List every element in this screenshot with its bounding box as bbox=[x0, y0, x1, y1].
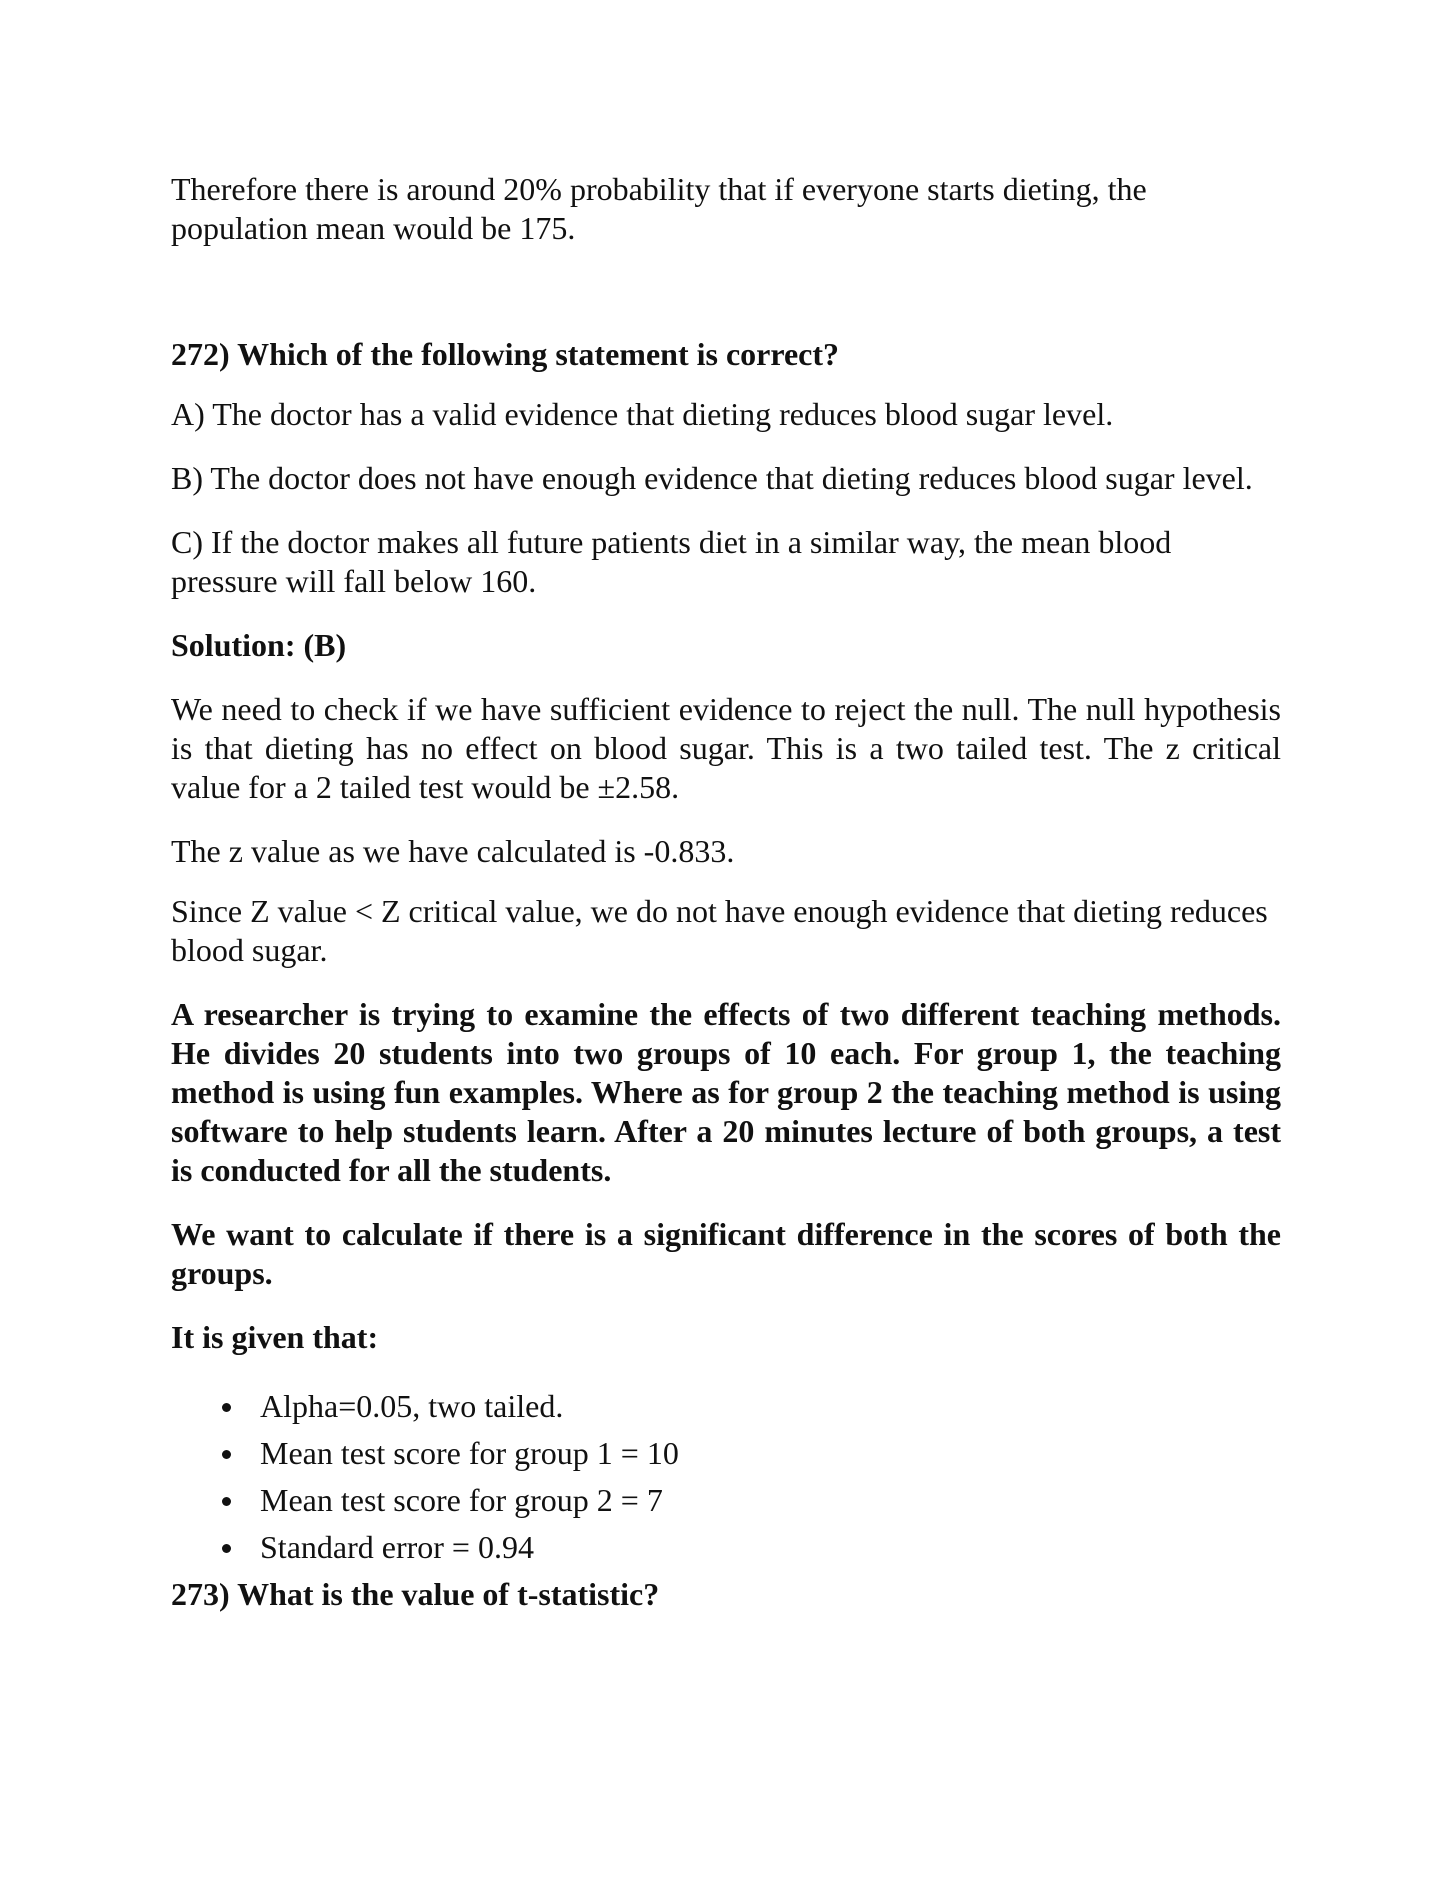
bullet-icon bbox=[222, 1544, 231, 1553]
scenario-goal: We want to calculate if there is a significant difference in the scores of both the groups. bbox=[171, 1216, 1281, 1291]
solution-label: Solution: (B) bbox=[171, 627, 347, 663]
given-item-text: Mean test score for group 2 = 7 bbox=[260, 1482, 663, 1518]
question-272-prompt: 272) Which of the following statement is correct? bbox=[171, 336, 840, 372]
list-item bbox=[222, 1524, 1281, 1571]
option-b: B) The doctor does not have enough evidence that dieting reduces blood sugar level. bbox=[171, 460, 1253, 496]
given-list bbox=[171, 1383, 1281, 1571]
solution-explanation: We need to check if we have sufficient evidence to reject the null. The null hypothesis is that dieting has no effect on blood sugar. This is a two tailed test. The z critical value for a 2 tailed test would be ±2.58. bbox=[171, 691, 1281, 805]
given-item-text: Standard error = 0.94 bbox=[260, 1529, 534, 1565]
z-value-statement: The z value as we have calculated is -0.833. bbox=[171, 833, 735, 869]
given-item-text: Mean test score for group 1 = 10 bbox=[260, 1435, 679, 1471]
solution-conclusion: Since Z value < Z critical value, we do not have enough evidence that dieting reduces blood sugar. bbox=[171, 893, 1268, 968]
given-item-text: Alpha=0.05, two tailed. bbox=[260, 1388, 564, 1424]
conclusion-paragraph: Therefore there is around 20% probability that if everyone starts dieting, the population mean would be 175. bbox=[171, 171, 1147, 246]
given-label: It is given that: bbox=[171, 1319, 379, 1355]
bullet-icon bbox=[222, 1403, 231, 1412]
list-item bbox=[222, 1383, 1281, 1430]
question-273-prompt: 273) What is the value of t-statistic? bbox=[171, 1576, 660, 1612]
bullet-icon bbox=[222, 1497, 231, 1506]
list-item bbox=[222, 1477, 1281, 1524]
option-c: C) If the doctor makes all future patients diet in a similar way, the mean blood pressure will fall below 160. bbox=[171, 524, 1172, 599]
document-page bbox=[171, 170, 1281, 1614]
bullet-icon bbox=[222, 1450, 231, 1459]
scenario-description: A researcher is trying to examine the effects of two different teaching methods. He divides 20 students into two groups of 10 each. For group 1, the teaching method is using fun examples. Where as for group 2 the teaching method is using software to help students learn. After a 20 minutes lecture of both groups, a test is conducted for all the students. bbox=[171, 996, 1281, 1188]
option-a: A) The doctor has a valid evidence that dieting reduces blood sugar level. bbox=[171, 396, 1114, 432]
list-item bbox=[222, 1430, 1281, 1477]
